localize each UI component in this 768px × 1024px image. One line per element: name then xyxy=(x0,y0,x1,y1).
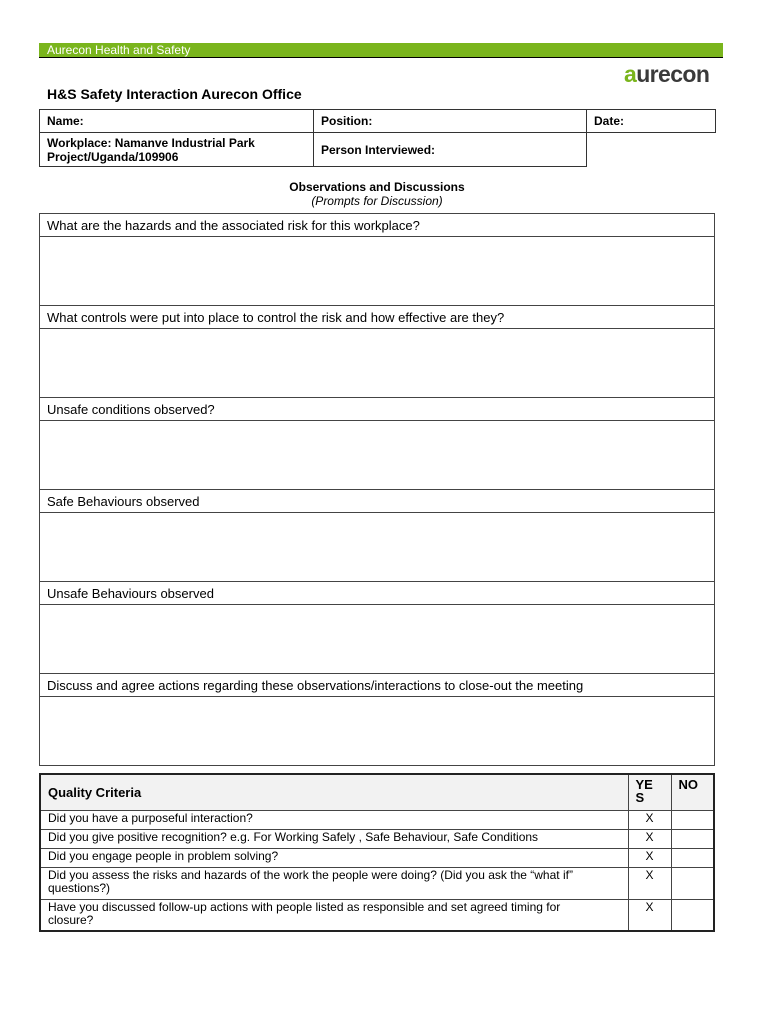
criteria-no-mark[interactable] xyxy=(671,810,714,829)
prompt-unsafe-conditions: Unsafe conditions observed? xyxy=(40,398,715,421)
answer-hazards[interactable] xyxy=(40,237,715,306)
criteria-text: Did you give positive recognition? e.g. For Working Safely , Safe Behaviour, Safe Conditions xyxy=(48,829,539,844)
logo-rest: urecon xyxy=(636,61,710,87)
document-title: H&S Safety Interaction Aurecon Office xyxy=(47,86,302,102)
workplace-line-2: Project/Uganda/109906 xyxy=(47,149,179,164)
observations-subheading: (Prompts for Discussion) xyxy=(311,194,443,208)
header-bar xyxy=(39,43,723,58)
quality-criteria-header: Quality Criteria xyxy=(40,774,628,810)
criteria-no-mark[interactable] xyxy=(671,867,714,899)
answer-unsafe-conditions[interactable] xyxy=(40,421,715,490)
logo-first-letter: a xyxy=(624,61,637,87)
criteria-question xyxy=(40,810,628,829)
yes-header-line-1: YE xyxy=(635,777,653,792)
name-label: Name: xyxy=(40,110,314,133)
prompt-hazards: What are the hazards and the associated risk for this workplace? xyxy=(40,214,715,237)
criteria-text: Did you engage people in problem solving? xyxy=(48,848,279,863)
criteria-text: Did you assess the risks and hazards of the work the people were doing? (Did you ask the “what if” xyxy=(48,867,573,882)
empty-cell xyxy=(587,133,716,167)
info-table xyxy=(39,109,716,167)
criteria-text: Have you discussed follow-up actions with people listed as responsible and set agreed timing for xyxy=(48,899,561,914)
prompt-unsafe-behaviours: Unsafe Behaviours observed xyxy=(40,582,715,605)
aurecon-logo xyxy=(624,60,709,88)
criteria-yes-mark[interactable]: X xyxy=(628,899,671,931)
yes-column-header xyxy=(628,774,671,810)
workplace-cell xyxy=(40,133,314,167)
person-interviewed-label: Person Interviewed: xyxy=(314,133,587,167)
criteria-no-mark[interactable] xyxy=(671,848,714,867)
prompt-safe-behaviours: Safe Behaviours observed xyxy=(40,490,715,513)
date-label: Date: xyxy=(587,110,716,133)
criteria-question xyxy=(40,829,628,848)
criteria-no-mark[interactable] xyxy=(671,899,714,931)
no-column-header: NO xyxy=(671,774,714,810)
observations-table xyxy=(39,213,715,766)
answer-unsafe-behaviours[interactable] xyxy=(40,605,715,674)
answer-safe-behaviours[interactable] xyxy=(40,513,715,582)
criteria-yes-mark[interactable]: X xyxy=(628,867,671,899)
criteria-question xyxy=(40,899,628,931)
header-bar-text: Aurecon Health and Safety xyxy=(47,43,191,57)
criteria-question xyxy=(40,848,628,867)
criteria-yes-mark[interactable]: X xyxy=(628,848,671,867)
criteria-no-mark[interactable] xyxy=(671,829,714,848)
criteria-yes-mark[interactable]: X xyxy=(628,829,671,848)
prompt-actions: Discuss and agree actions regarding these observations/interactions to close-out the meeting xyxy=(40,674,715,697)
criteria-question xyxy=(40,867,628,899)
answer-actions[interactable] xyxy=(40,697,715,766)
yes-header-line-2: S xyxy=(635,790,645,805)
criteria-text-continued: closure? xyxy=(48,912,94,927)
criteria-yes-mark[interactable]: X xyxy=(628,810,671,829)
quality-criteria-table xyxy=(39,773,715,932)
workplace-line-1: Workplace: Namanve Industrial Park xyxy=(47,135,255,150)
observations-heading-block xyxy=(39,180,715,208)
criteria-text: Did you have a purposeful interaction? xyxy=(48,810,253,825)
observations-heading: Observations and Discussions xyxy=(289,180,465,194)
position-label: Position: xyxy=(314,110,587,133)
prompt-controls: What controls were put into place to control the risk and how effective are they? xyxy=(40,306,715,329)
answer-controls[interactable] xyxy=(40,329,715,398)
criteria-text-continued: questions?) xyxy=(48,880,111,895)
